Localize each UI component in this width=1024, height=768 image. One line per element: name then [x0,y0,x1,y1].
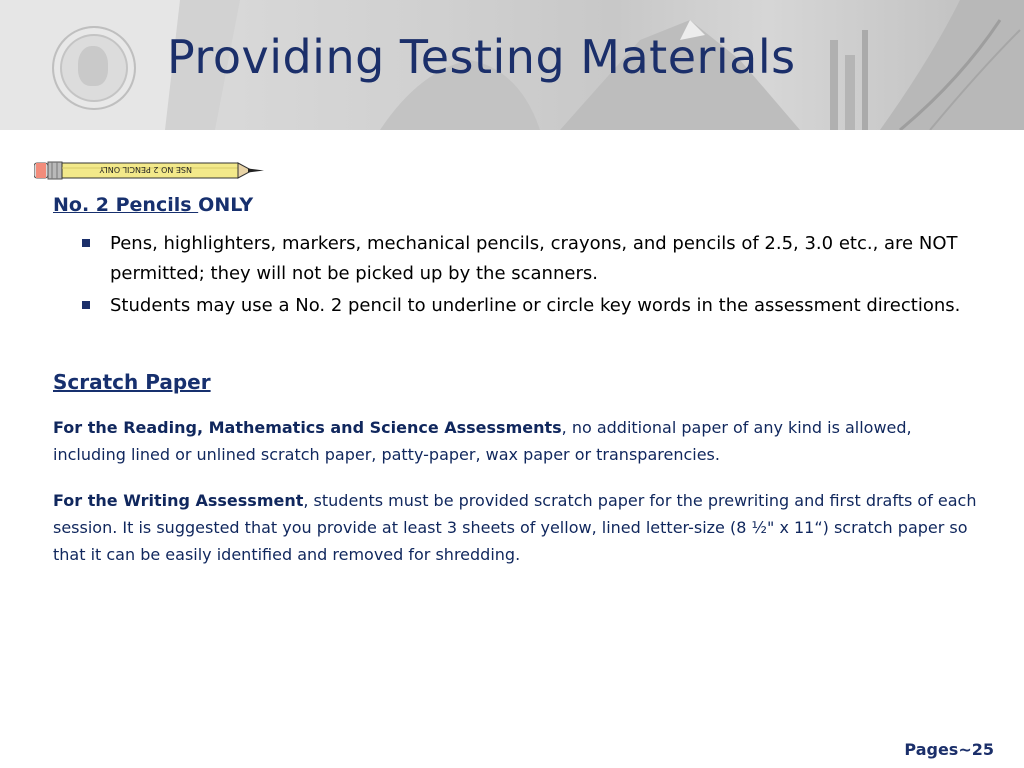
para2-text: , students must be provided scratch paper for the prewriting and first drafts of each session. It is suggested that you provide at least 3 sheets of yellow, lined letter-size (8 ½" x 11“) scratch paper so that it can be easily identified and removed for shredding. [53,491,977,564]
state-seal-logo [52,26,136,110]
para1-text: , no additional paper of any kind is allowed, including lined or unlined scratch paper, patty-paper, wax paper or transparencies. [53,418,912,464]
pencil-rules-list [53,229,983,323]
bullet-square-icon [82,301,90,309]
pencils-heading [53,194,253,216]
bullet-text: Pens, highlighters, markers, mechanical pencils, crayons, and pencils of 2.5, 3.0 etc., are NOT permitted; they will not be picked up by the scanners. [110,233,958,284]
para1-bold-lead: For the Reading, Mathematics and Science Assessments [53,418,562,437]
seal-portrait [78,46,108,86]
bullet-text: Students may use a No. 2 pencil to underline or circle key words in the assessment directions. [110,295,961,316]
pencils-heading-underlined: No. 2 Pencils [53,194,199,216]
header-banner [0,0,1024,130]
list-item [53,229,983,289]
pencils-heading-plain: ONLY [198,194,254,216]
para2-bold-lead: For the Writing Assessment [53,491,304,510]
page-reference: Pages~25 [904,740,994,759]
reading-math-science-paragraph [53,414,983,468]
scratch-paper-heading: Scratch Paper [53,370,211,394]
writing-assessment-paragraph [53,487,983,568]
slide-title: Providing Testing Materials [167,30,796,84]
pencil-illustration [34,160,266,182]
bullet-square-icon [82,239,90,247]
pencil-imprint: NSE NO 2 PENCIL ONLY [99,165,192,174]
list-item [53,291,983,321]
